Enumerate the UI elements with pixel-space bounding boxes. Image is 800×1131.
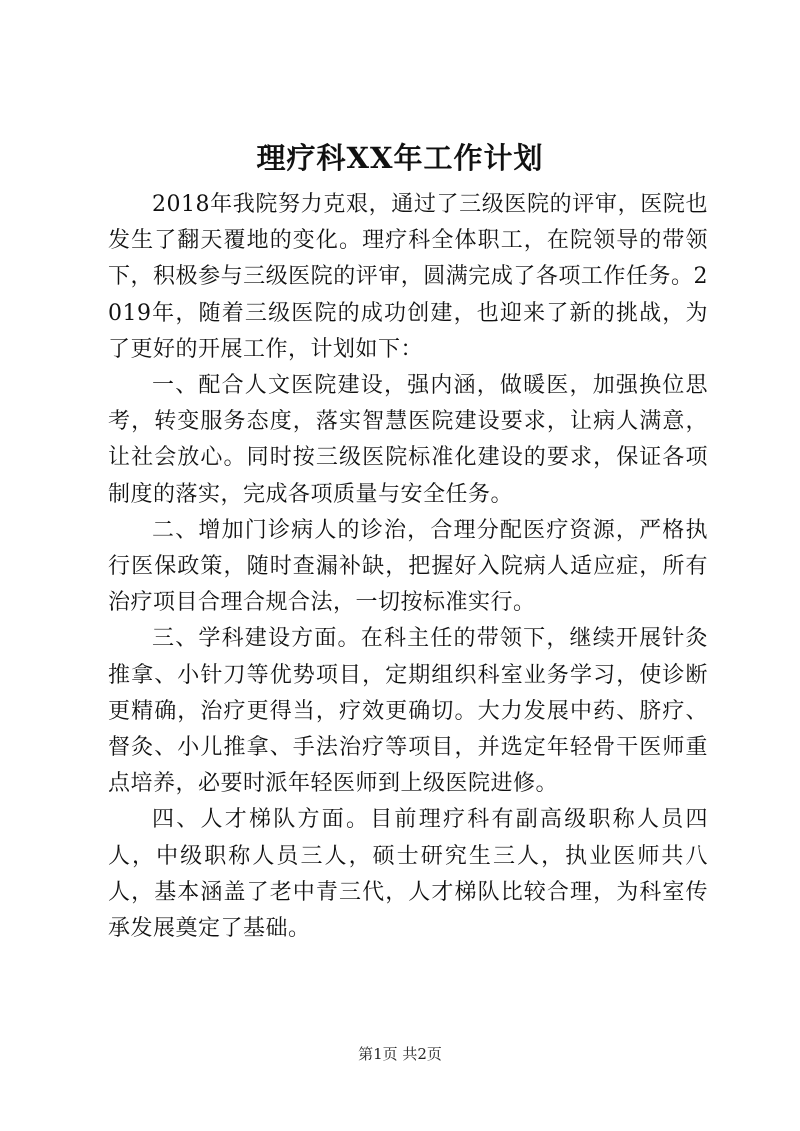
paragraph-item-1: 一、配合人文医院建设，强内涵，做暖医，加强换位思考，转变服务态度，落实智慧医院建设要求，让病人满意，让社会放心。同时按三级医院标准化建设的要求，保证各项制度的落实，完成各项质量与安全任务。 xyxy=(108,373,708,507)
paragraph-item-3: 三、学科建设方面。在科主任的带领下，继续开展针灸推拿、小针刀等优势项目，定期组织科室业务学习，使诊断更精确，治疗更得当，疗效更确切。大力发展中药、脐疗、督灸、小儿推拿、手法治疗等项目，并选定年轻骨干医师重点培养，必要时派年轻医师到上级医院进修。 xyxy=(108,626,708,797)
document-title: 理疗科XX年工作计划 xyxy=(256,141,544,175)
paragraph-item-2: 二、增加门诊病人的诊治，合理分配医疗资源，严格执行医保政策，随时查漏补缺，把握好入院病人适应症，所有治疗项目合理合规合法，一切按标准实行。 xyxy=(108,517,708,616)
page-number-footer: 第1页 共2页 xyxy=(358,1045,442,1063)
paragraph-item-4: 四、人才梯队方面。目前理疗科有副高级职称人员四人，中级职称人员三人，硕士研究生三人，执业医师共八人，基本涵盖了老中青三代，人才梯队比较合理，为科室传承发展奠定了基础。 xyxy=(108,807,708,942)
document-body xyxy=(108,187,708,947)
paragraph-intro: 2018年我院努力克艰，通过了三级医院的评审，医院也发生了翻天覆地的变化。理疗科全体职工，在院领导的带领下，积极参与三级医院的评审，圆满完成了各项工作任务。2019年，随着三级医院的成功创建，也迎来了新的挑战，为了更好的开展工作，计划如下： xyxy=(108,192,708,362)
